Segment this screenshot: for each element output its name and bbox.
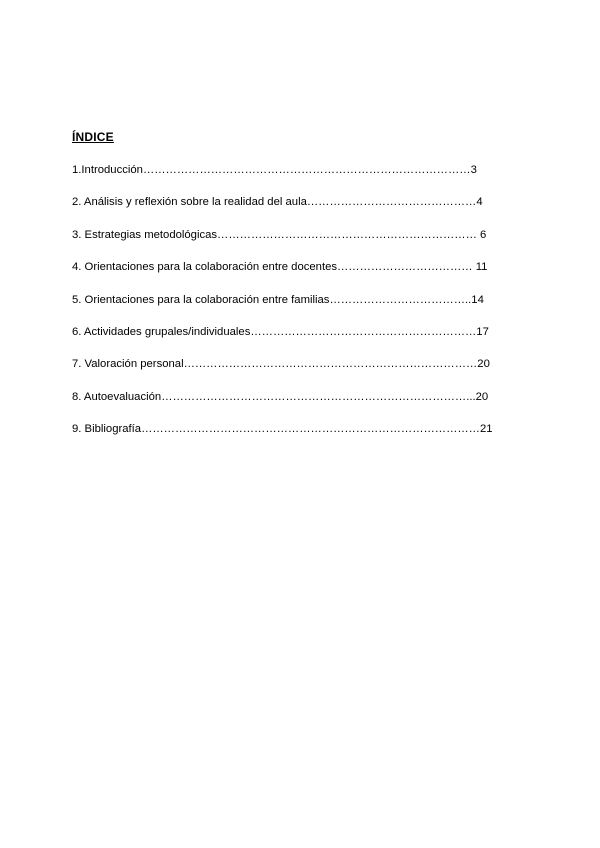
toc-entry-orientaciones-familias: 5. Orientaciones para la colaboración entre familias………………………………..14: [72, 293, 484, 306]
toc-entry-valoracion: 7. Valoración personal……………………………………………………………………20: [72, 358, 490, 371]
toc-entry-bibliografia: 9. Bibliografía………………………………………………………………………………21: [72, 423, 493, 436]
toc-entry-orientaciones-docentes: 4. Orientaciones para la colaboración entre docentes……………………………… 11: [72, 261, 488, 274]
toc-entry-actividades: 6. Actividades grupales/individuales……………………………………………………17: [72, 325, 489, 338]
toc-title: ÍNDICE: [72, 130, 114, 144]
toc-list: [72, 163, 524, 455]
toc-entry-estrategias: 3. Estrategias metodológicas…………………………………………………………… 6: [72, 228, 487, 241]
toc-entry-analisis: 2. Análisis y reflexión sobre la realidad del aula………………………………………4: [72, 196, 483, 209]
toc-entry-autoevaluacion: 8. Autoevaluación………………………………………………………………………...20: [72, 390, 489, 403]
toc-entry-introduccion: 1.Introducción……………………………………………………………………………3: [72, 164, 477, 176]
